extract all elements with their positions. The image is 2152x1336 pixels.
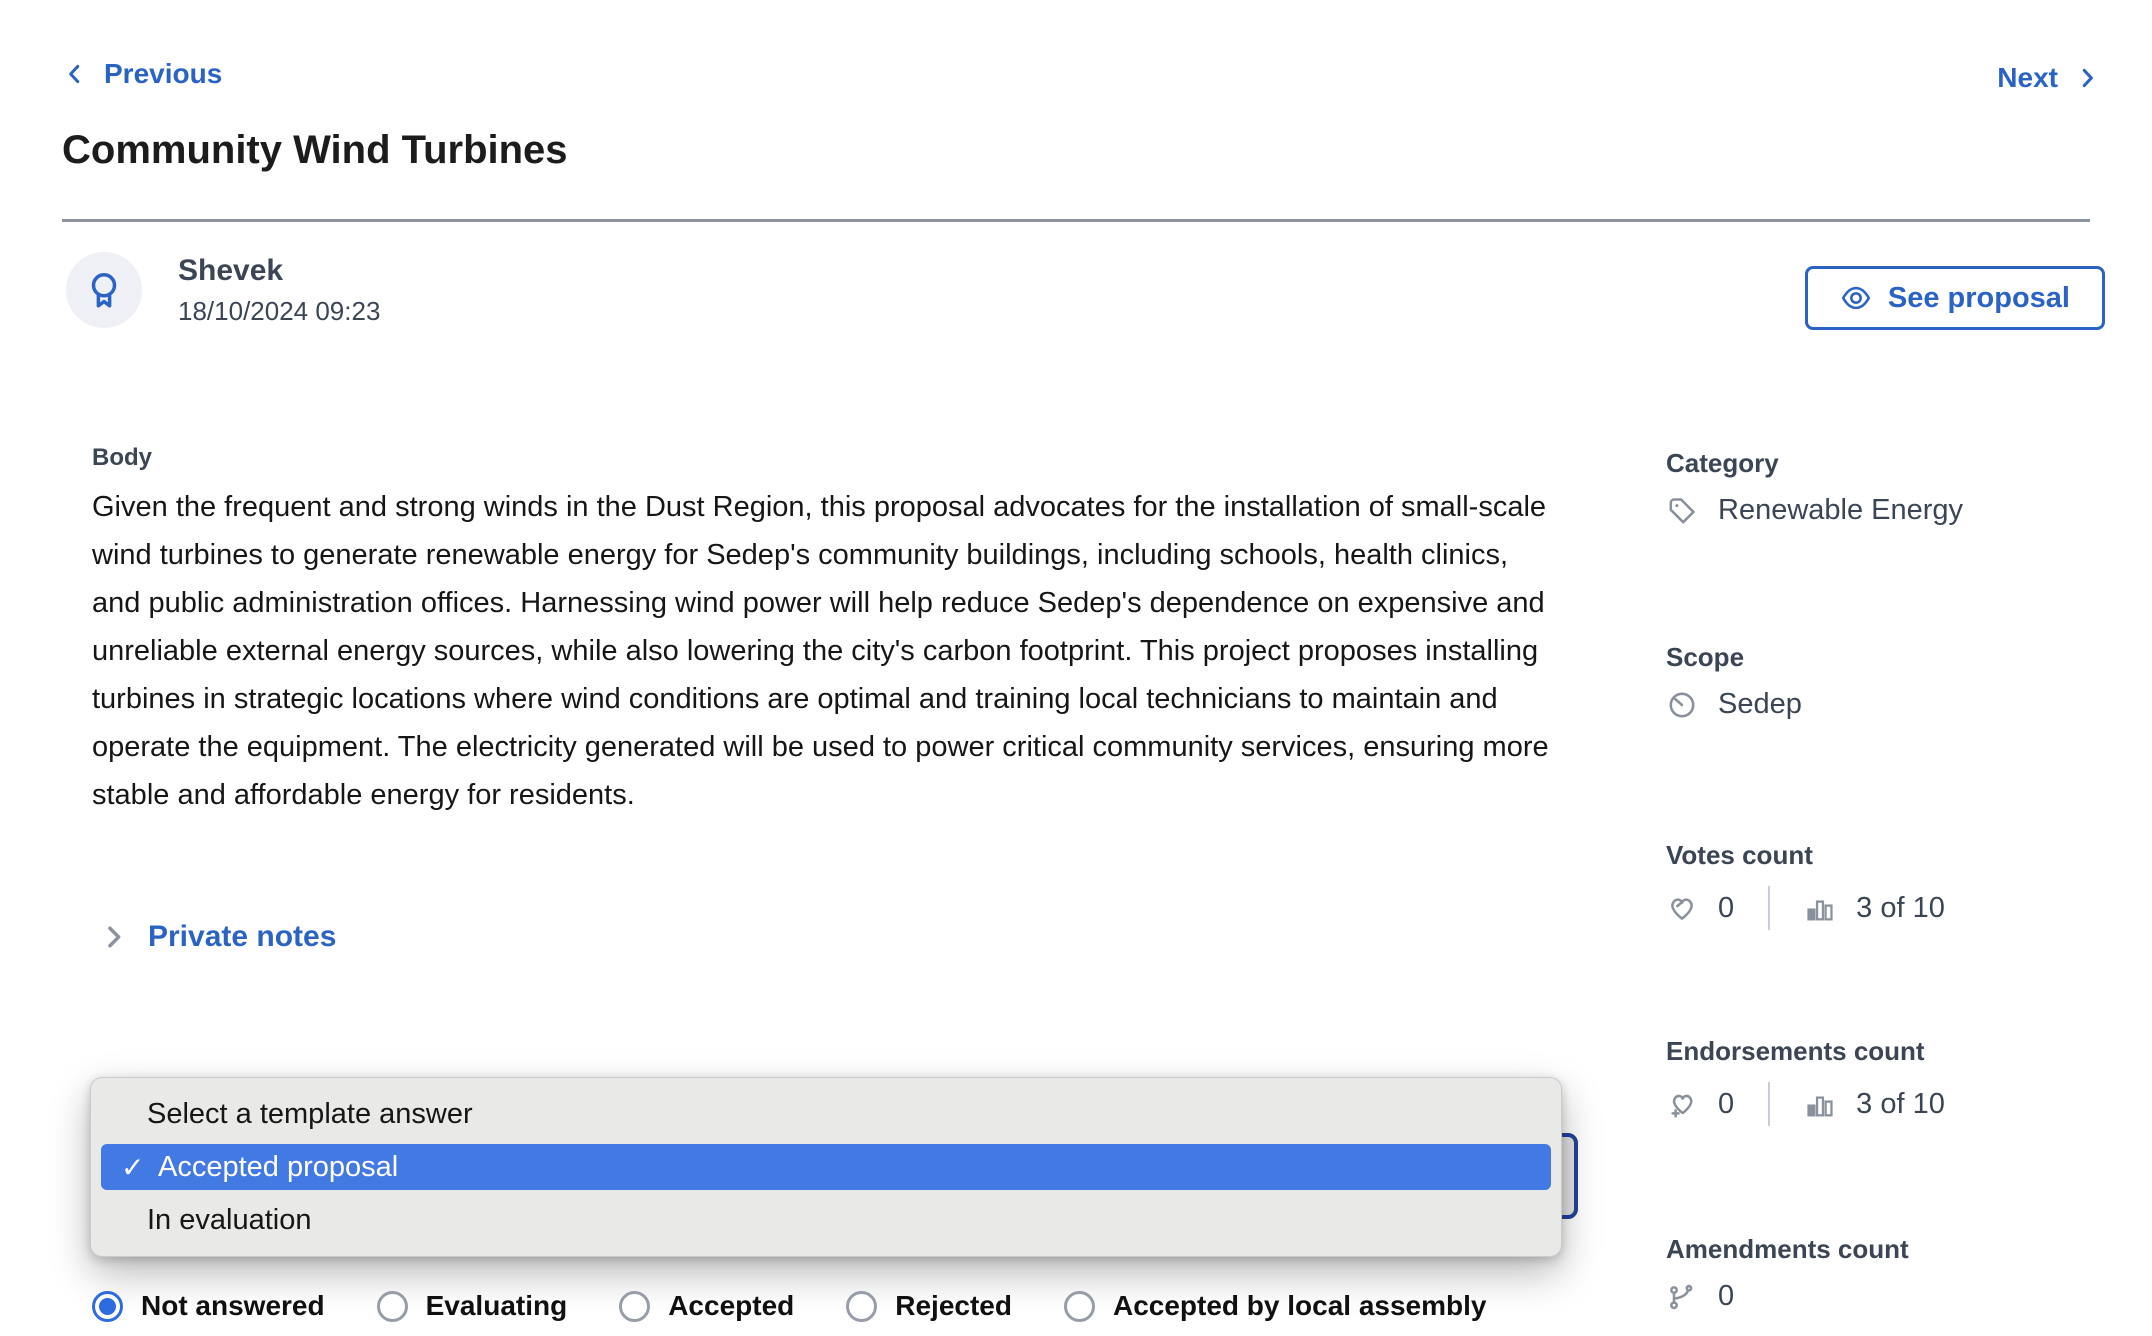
amendments-count-heading: Amendments count xyxy=(1666,1234,1909,1264)
see-proposal-button[interactable] xyxy=(1805,266,2105,330)
scope-value-row xyxy=(1666,688,1802,721)
radio-button[interactable] xyxy=(92,1291,123,1322)
bar-chart-icon xyxy=(1804,892,1836,924)
chevron-right-icon xyxy=(100,923,128,951)
dropdown-option-in-evaluation[interactable] xyxy=(101,1197,1551,1243)
scope-icon xyxy=(1666,689,1698,721)
radio-option-accepted-by-local-assembly[interactable] xyxy=(1064,1290,1487,1322)
radio-option-evaluating[interactable] xyxy=(377,1290,568,1322)
radio-label[interactable]: Accepted xyxy=(668,1290,795,1321)
checkmark-icon: ✓ xyxy=(121,1151,145,1183)
endorsements-count-value: 0 xyxy=(1718,1087,1735,1120)
next-label: Next xyxy=(1997,62,2058,93)
category-heading: Category xyxy=(1666,448,1779,478)
eye-icon xyxy=(1840,282,1872,314)
radio-option-rejected[interactable] xyxy=(846,1290,1012,1322)
template-answer-dropdown-menu xyxy=(90,1077,1562,1257)
heart-icon xyxy=(1666,892,1698,924)
scope-value: Sedep xyxy=(1718,688,1802,720)
next-link[interactable] xyxy=(1997,62,2100,94)
author-timestamp: 18/10/2024 09:23 xyxy=(178,295,381,326)
votes-count-row xyxy=(1666,886,1945,930)
private-notes-label: Private notes xyxy=(148,920,337,953)
radio-label[interactable]: Evaluating xyxy=(425,1290,568,1321)
dropdown-option-label: In evaluation xyxy=(147,1203,312,1236)
author-name: Shevek xyxy=(178,253,284,287)
radio-button[interactable] xyxy=(846,1291,877,1322)
radio-label[interactable]: Rejected xyxy=(895,1290,1012,1321)
chevron-right-icon xyxy=(2074,65,2100,91)
radio-label[interactable]: Not answered xyxy=(141,1290,325,1321)
divider xyxy=(1768,1082,1770,1126)
votes-count-value: 0 xyxy=(1718,891,1735,924)
category-value: Renewable Energy xyxy=(1718,494,1964,526)
git-branch-icon xyxy=(1666,1281,1698,1313)
body-text: Given the frequent and strong winds in the Dust Region, this proposal advocates for the installation of small-scale wind turbines to generate renewable energy for Sedep's community buildings, including schools, health clinics, and public administration offices. Harnessing wind power will help reduce Sedep's dependence on expensive and unreliable external energy sources, while also lowering the city's carbon footprint. This project proposes installing turbines in strategic locations where wind conditions are optimal and training local technicians to maintain and operate the equipment. The electricity generated will be used to power critical community services, ensuring more stable and affordable energy for residents. xyxy=(92,491,1549,811)
endorsements-count-heading: Endorsements count xyxy=(1666,1036,1925,1066)
radio-button[interactable] xyxy=(377,1291,408,1322)
title-divider xyxy=(62,219,2090,222)
category-value-row xyxy=(1666,494,1963,527)
tag-icon xyxy=(1666,495,1698,527)
divider xyxy=(1768,886,1770,930)
scope-heading: Scope xyxy=(1666,642,1745,672)
answer-status-radio-group xyxy=(92,1290,1486,1322)
previous-link[interactable] xyxy=(62,58,222,90)
body-label: Body xyxy=(92,444,152,471)
radio-button[interactable] xyxy=(1064,1291,1095,1322)
amendments-count-row xyxy=(1666,1280,1734,1313)
amendments-count-value: 0 xyxy=(1718,1280,1735,1312)
radio-button[interactable] xyxy=(619,1291,650,1322)
chevron-left-icon xyxy=(62,61,88,87)
radio-option-not-answered[interactable] xyxy=(92,1290,325,1322)
radio-label[interactable]: Accepted by local assembly xyxy=(1112,1290,1487,1321)
bar-chart-icon xyxy=(1804,1088,1836,1120)
endorsements-count-row xyxy=(1666,1082,1945,1126)
votes-progress-value: 3 of 10 xyxy=(1856,891,1945,924)
dropdown-option-placeholder[interactable] xyxy=(101,1091,1551,1137)
dropdown-option-label: Accepted proposal xyxy=(158,1150,399,1183)
previous-label: Previous xyxy=(104,58,223,89)
dropdown-option-accepted-proposal[interactable] xyxy=(101,1144,1551,1190)
heart-plus-icon xyxy=(1666,1088,1698,1120)
private-notes-toggle[interactable] xyxy=(100,920,336,954)
votes-count-heading: Votes count xyxy=(1666,840,1813,870)
avatar xyxy=(66,252,142,328)
see-proposal-label: See proposal xyxy=(1887,281,2070,314)
endorsements-progress-value: 3 of 10 xyxy=(1856,1087,1945,1120)
dropdown-option-label: Select a template answer xyxy=(147,1097,473,1130)
author-block xyxy=(66,252,380,328)
radio-option-accepted[interactable] xyxy=(619,1290,794,1322)
page-title: Community Wind Turbines xyxy=(62,128,568,172)
award-icon xyxy=(83,269,125,311)
